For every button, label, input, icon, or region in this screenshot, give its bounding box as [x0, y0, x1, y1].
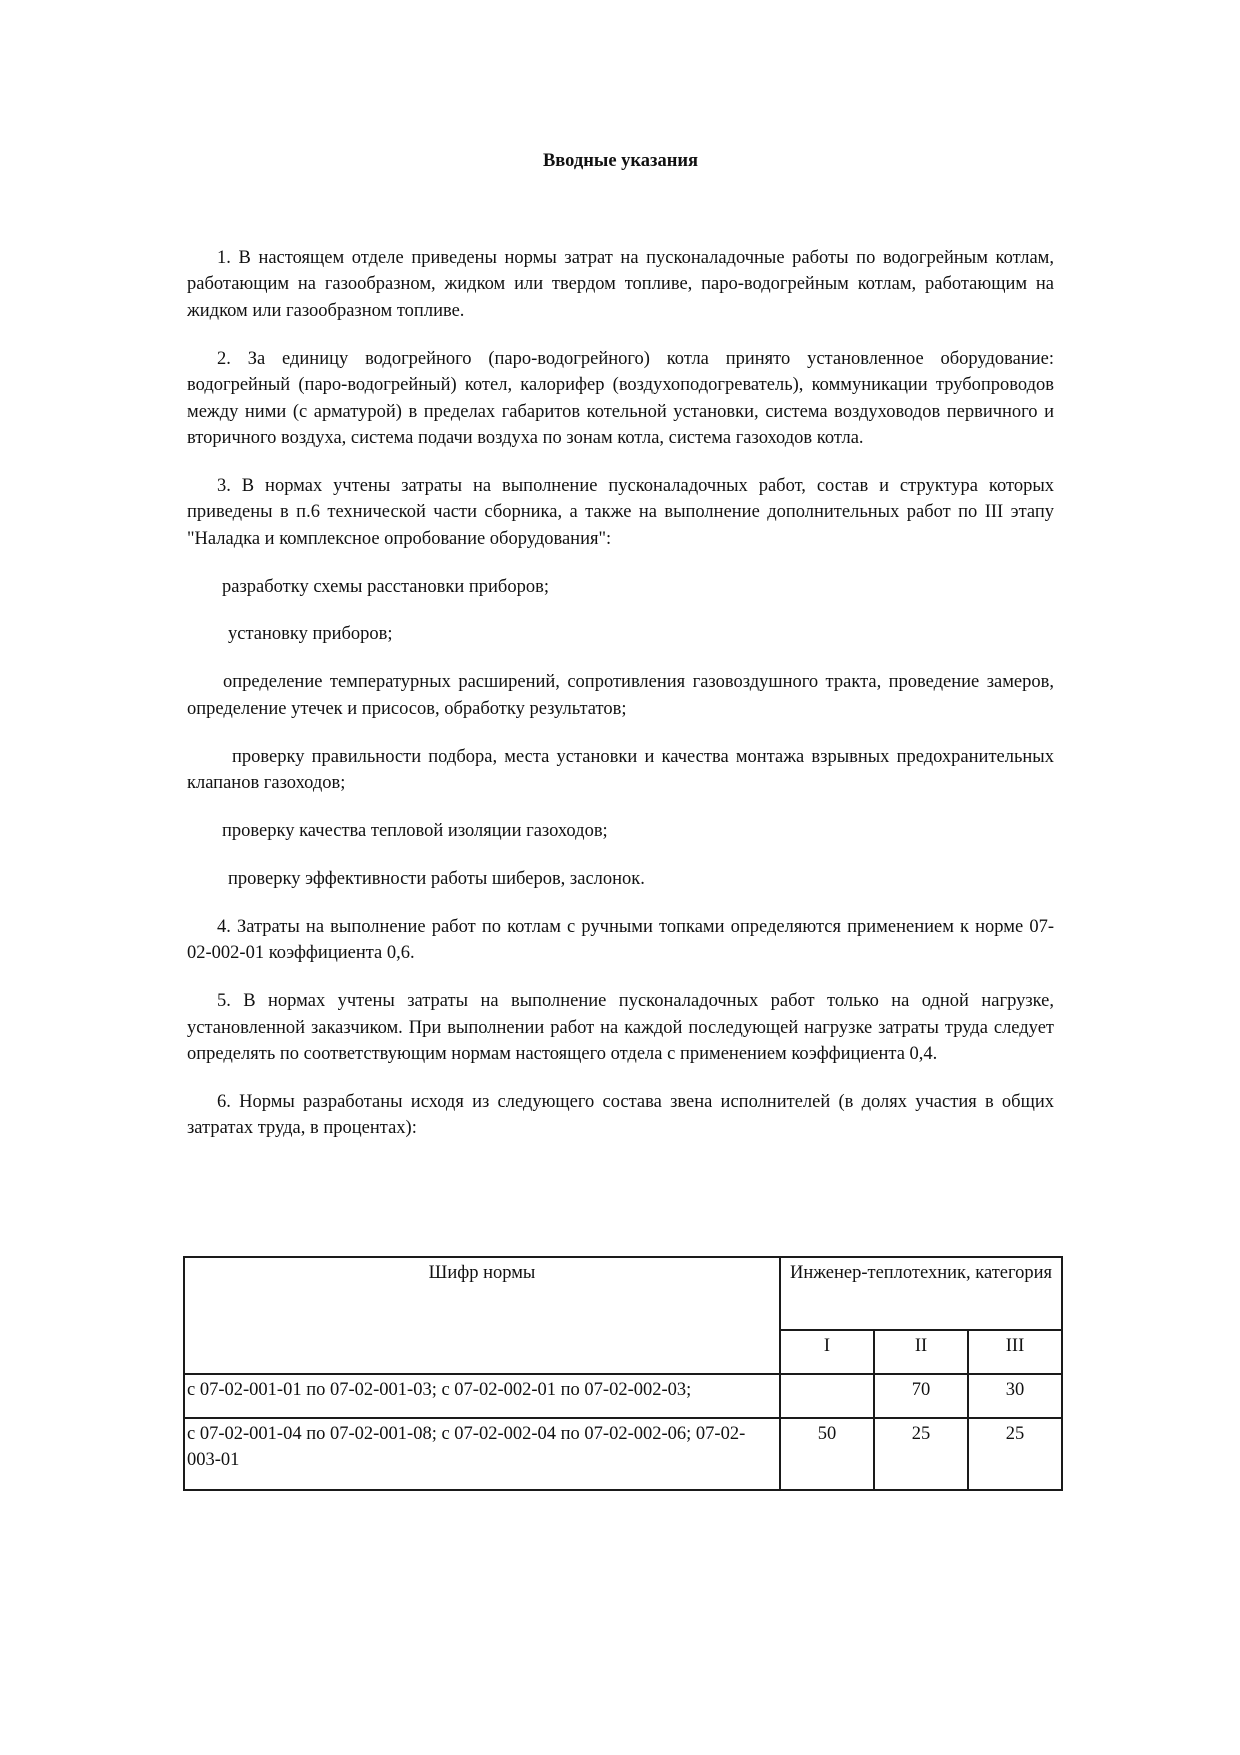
- header-norm-code: Шифр нормы: [184, 1257, 780, 1374]
- paragraph-6: 6. Нормы разработаны исходя из следующего состава звена исполнителей (в долях участия в общих затратах труда, в процентах):: [187, 1091, 1054, 1139]
- row-norm-code: с 07-02-001-01 по 07-02-001-03; с 07-02-002-01 по 07-02-002-03;: [184, 1374, 780, 1418]
- table-row: [184, 1374, 1062, 1418]
- row-value-category-2: 25: [874, 1418, 968, 1490]
- document-title: Вводные указания: [542, 151, 699, 171]
- header-category-3: III: [968, 1330, 1062, 1374]
- crew-composition-table: [183, 1256, 1063, 1491]
- paragraph-3: 3. В нормах учтены затраты на выполнение пусконаладочных работ, состав и структура которых приведены в п.6 технической части сборника, а также на выполнение дополнительных работ по III этапу "Наладка и комплексное опробование оборудования":: [187, 475, 1054, 549]
- list-item-safety-valves-check: проверку правильности подбора, места установки и качества монтажа взрывных предохранительных клапанов газоходов;: [187, 746, 1054, 794]
- row-value-category-3: 25: [968, 1418, 1062, 1490]
- header-engineer-category: Инженер-теплотехник, категория: [780, 1257, 1062, 1330]
- row-norm-code: с 07-02-001-04 по 07-02-001-08; с 07-02-002-04 по 07-02-002-06; 07-02-003-01: [184, 1418, 780, 1490]
- paragraph-4: 4. Затраты на выполнение работ по котлам с ручными топками определяются применением к норме 07-02-002-01 коэффициента 0,6.: [187, 916, 1054, 964]
- paragraph-2: 2. За единицу водогрейного (паро-водогрейного) котла принято установленное оборудование: водогрейный (паро-водогрейный) котел, калорифер (воздухоподогреватель), коммуникации трубопроводов между ними (с арматурой) в пределах габаритов котельной установки, система воздуховодов первичного и вторичного воздуха, система подачи воздуха по зонам котла, система газоходов котла.: [187, 348, 1054, 448]
- paragraph-5: 5. В нормах учтены затраты на выполнение пусконаладочных работ только на одной нагрузке, установленной заказчиком. При выполнении работ на каждой последующей нагрузке затраты труда следует определять по соответствующим нормам настоящего отдела с применением коэффициента 0,4.: [187, 991, 1054, 1064]
- list-item-instrument-installation: установку приборов;: [228, 624, 393, 645]
- table-header-row: [184, 1257, 1062, 1330]
- header-category-1: I: [780, 1330, 874, 1374]
- list-item-insulation-check: проверку качества тепловой изоляции газоходов;: [222, 821, 608, 841]
- row-value-category-1: [780, 1374, 874, 1418]
- paragraph-1: 1. В настоящем отделе приведены нормы затрат на пусконаладочные работы по водогрейным котлам, работающим на газообразном, жидком или твердом топливе, паро-водогрейным котлам, работающим на жидком или газообразном топливе.: [187, 248, 1054, 321]
- list-item-damper-check: проверку эффективности работы шиберов, заслонок.: [228, 868, 645, 889]
- table-row: [184, 1418, 1062, 1490]
- row-value-category-3: 30: [968, 1374, 1062, 1418]
- row-value-category-2: 70: [874, 1374, 968, 1418]
- list-item-thermal-expansion: определение температурных расширений, сопротивления газовоздушного тракта, проведение замеров, определение утечек и присосов, обработку результатов;: [187, 672, 1054, 719]
- document-body: [187, 245, 1054, 1163]
- header-category-2: II: [874, 1330, 968, 1374]
- row-value-category-1: 50: [780, 1418, 874, 1490]
- list-item-scheme-development: разработку схемы расстановки приборов;: [222, 576, 549, 597]
